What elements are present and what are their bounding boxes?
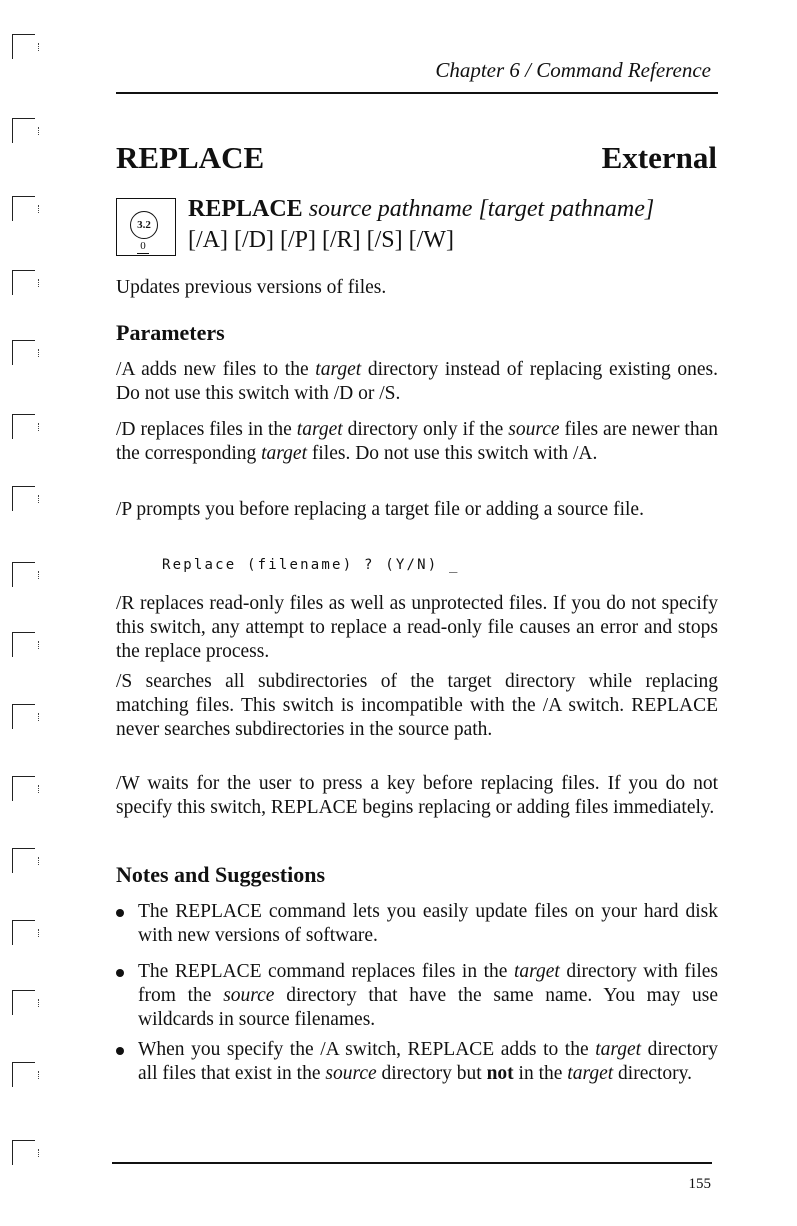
header-rule [116,92,718,94]
margin-tab [12,414,35,439]
param-s: /S searches all subdirectories of the target directory while replacing matching files. This switch is incompatible with the /A switch. REPLACE never searches subdirectories in the source path. [116,671,718,740]
margin-tab [12,1140,35,1165]
margin-tab [12,118,35,143]
command-type: External [601,140,717,175]
margin-tab [12,270,35,295]
syntax-command: REPLACE [188,196,303,222]
version-badge [116,198,176,256]
syntax-switches: [/A] [/D] [/P] [/R] [/S] [/W] [188,227,454,253]
bullet-icon [116,909,124,917]
margin-tab [12,848,35,873]
margin-tab [12,486,35,511]
margin-tab [12,632,35,657]
notes-list [116,900,718,948]
prompt-example: Replace (filename) ? (Y/N) _ [162,557,460,573]
syntax-target: [target pathname] [478,196,655,222]
margin-tab [12,562,35,587]
margin-tab [12,34,35,59]
note-item: When you specify the /A switch, REPLACE adds to the target directory all files that exist in the source directory but not in the target directory. [116,1038,718,1086]
bullet-icon [116,969,124,977]
parameters-heading: Parameters [116,320,225,345]
footer-rule [112,1162,712,1164]
command-title: REPLACE [116,140,265,175]
command-syntax [188,194,654,256]
version-sub: 0 [137,239,149,254]
page-number: 155 [688,1176,711,1192]
note-item: The REPLACE command replaces files in the target directory with files from the source directory that have the same name. You may use wildcards in source filenames. [116,960,718,1032]
param-w: /W waits for the user to press a key before replacing files. If you do not specify this switch, REPLACE begins replacing or adding files immediately. [116,773,718,818]
param-p: /P prompts you before replacing a target file or adding a source file. [116,499,644,520]
margin-tab [12,340,35,365]
margin-tab [12,196,35,221]
margin-tab [12,1062,35,1087]
chapter-header: Chapter 6 / Command Reference [435,58,711,82]
notes-list [116,960,718,1032]
syntax-source: source pathname [308,196,473,222]
param-a: /A adds new files to the target directory instead of replacing existing ones. Do not use this switch with /D or /S. [116,359,718,404]
description: Updates previous versions of files. [116,277,387,298]
margin-tab [12,704,35,729]
param-r: /R replaces read-only files as well as unprotected files. If you do not specify this switch, any attempt to replace a read-only file causes an error and stops the replace process. [116,593,718,662]
version-number: 3.2 [130,211,158,239]
param-d: /D replaces files in the target directory only if the source files are newer than the corresponding target files. Do not use this switch with /A. [116,419,718,464]
margin-tab [12,776,35,801]
margin-tab [12,990,35,1015]
notes-heading: Notes and Suggestions [116,862,326,887]
notes-list [116,1038,718,1086]
bullet-icon [116,1047,124,1055]
note-item: The REPLACE command lets you easily update files on your hard disk with new versions of software. [116,900,718,948]
margin-tab [12,920,35,945]
